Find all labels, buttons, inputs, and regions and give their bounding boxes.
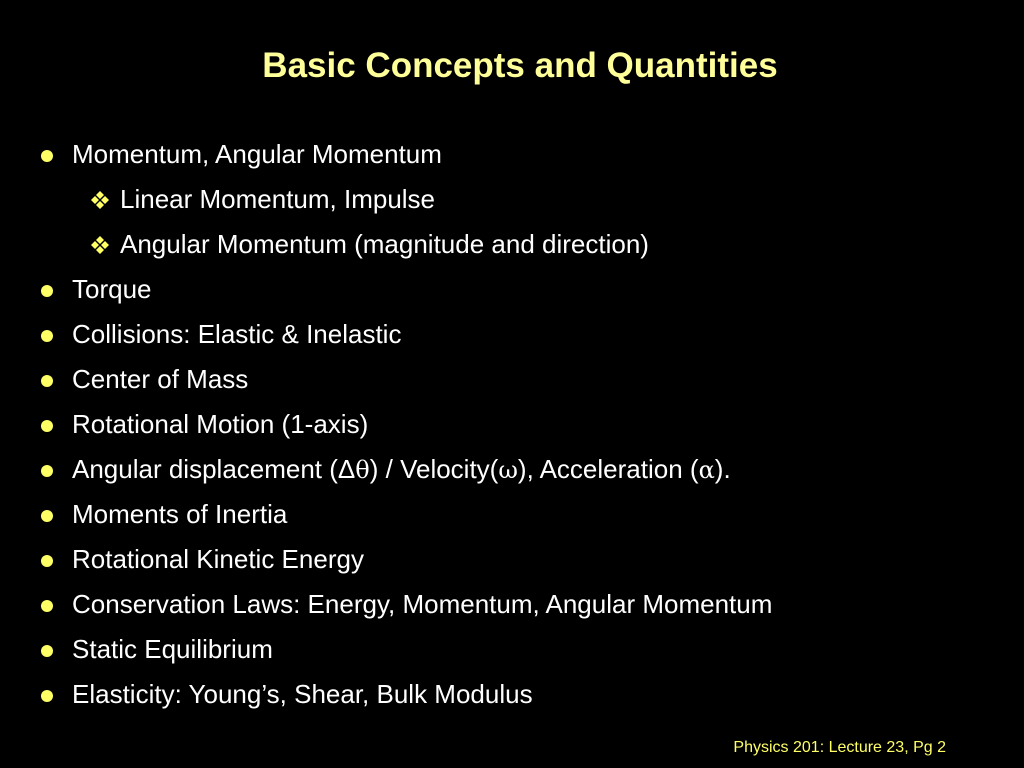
- bullet-item: [38, 402, 772, 447]
- bullet-dot-icon: [41, 375, 53, 387]
- bullet-list: [38, 132, 772, 717]
- bullet-text: Conservation Laws: Energy, Momentum, Angular Momentum: [72, 589, 773, 619]
- bullet-text: Momentum, Angular Momentum: [72, 139, 442, 169]
- bullet-text: Center of Mass: [72, 364, 249, 394]
- bullet-text: Static Equilibrium: [72, 634, 273, 664]
- bullet-dot-icon: [41, 645, 53, 657]
- four-diamond-bullet-icon: [90, 235, 110, 255]
- bullet-item: [38, 672, 772, 717]
- bullet-dot-icon: [41, 555, 53, 567]
- bullet-text: Rotational Kinetic Energy: [72, 544, 364, 574]
- bullet-text: Elasticity: Young’s, Shear, Bulk Modulus: [72, 679, 533, 709]
- alpha-symbol: α: [698, 456, 715, 484]
- bullet-text: [72, 454, 731, 484]
- slide-footer: Physics 201: Lecture 23, Pg 2: [733, 739, 946, 756]
- text-part: ) / Velocity(: [369, 454, 499, 484]
- bullet-dot-icon: [41, 510, 53, 522]
- bullet-item: [38, 537, 772, 582]
- sub-bullet-text: Angular Momentum (magnitude and direction): [120, 229, 649, 259]
- bullet-text: Rotational Motion (1-axis): [72, 409, 369, 439]
- bullet-dot-icon: [41, 420, 53, 432]
- bullet-text: Torque: [72, 274, 152, 304]
- bullet-dot-icon: [41, 600, 53, 612]
- bullet-item: [38, 312, 772, 357]
- bullet-item: [38, 447, 772, 492]
- bullet-item: [38, 267, 772, 312]
- four-diamond-bullet-icon: [90, 190, 110, 210]
- omega-symbol: ω: [498, 456, 518, 484]
- bullet-dot-icon: [41, 285, 53, 297]
- bullet-item: [38, 627, 772, 672]
- bullet-text: Moments of Inertia: [72, 499, 288, 529]
- bullet-dot-icon: [41, 690, 53, 702]
- text-part: Angular displacement (Δ: [72, 454, 356, 484]
- bullet-item: [38, 132, 772, 177]
- sub-bullet-item: [38, 222, 772, 267]
- bullet-dot-icon: [41, 465, 53, 477]
- bullet-item: [38, 357, 772, 402]
- sub-bullet-item: [38, 177, 772, 222]
- bullet-item: [38, 582, 772, 627]
- text-part: ).: [714, 454, 731, 484]
- text-part: ), Acceleration (: [517, 454, 699, 484]
- bullet-dot-icon: [41, 330, 53, 342]
- bullet-dot-icon: [41, 150, 53, 162]
- slide-title: Basic Concepts and Quantities: [262, 46, 778, 85]
- bullet-item: [38, 492, 772, 537]
- sub-bullet-text: Linear Momentum, Impulse: [120, 184, 436, 214]
- bullet-text: Collisions: Elastic & Inelastic: [72, 319, 402, 349]
- theta-symbol: θ: [355, 456, 370, 484]
